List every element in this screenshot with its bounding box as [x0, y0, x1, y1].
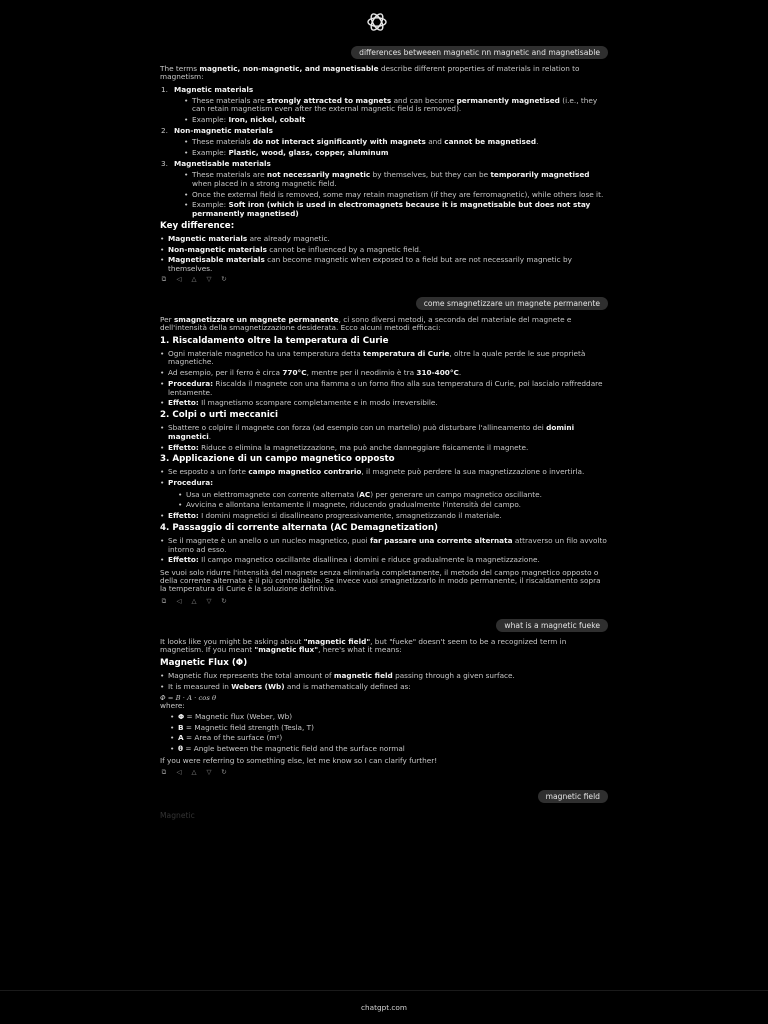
section-title: Magnetisable materials	[174, 159, 271, 169]
speaker-icon[interactable]: ◁	[176, 596, 182, 605]
message-actions	[160, 769, 608, 777]
user-message-row	[160, 46, 608, 59]
thumbs-up-icon[interactable]: △	[191, 274, 197, 283]
section-heading: 1. Riscaldamento oltre la temperatura di Curie	[160, 336, 389, 347]
section-heading: 2. Colpi o urti meccanici	[160, 410, 278, 421]
bullet-item: • Se il magnete è un anello o un nucleo magnetico, puoi far passare una corrente alternata attraverso un filo avvolto intorno ad esso.	[160, 537, 608, 554]
conversation-thread	[160, 46, 608, 820]
bullet-item: • Effetto: Il magnetismo scompare completamente e in modo irreversibile.	[160, 399, 608, 407]
user-message: magnetic field	[538, 790, 608, 803]
bullet-item: • It is measured in Webers (Wb) and is mathematically defined as:	[160, 683, 608, 691]
section-title: Non-magnetic materials	[174, 125, 273, 135]
bullet-item: • Ad esempio, per il ferro è circa 770°C, mentre per il neodimio è tra 310-400°C.	[160, 369, 608, 377]
bullet-item: • Se esposto a un forte campo magnetico contrario, il magnete può perdere la sua magnetizzazione o invertirla.	[160, 468, 608, 476]
bullet-item: • These materials are strongly attracted to magnets and can become permanently magnetised (i.e., they can retain magnetism even after the external magnetic field is removed).	[184, 97, 608, 114]
bullet-item: • Avvicina e allontana lentamente il magnete, riducendo gradualmente l'intensità del campo.	[178, 501, 608, 509]
user-message: what is a magnetic fueke	[496, 619, 608, 632]
bullet-item: • Usa un elettromagnete con corrente alternata (AC) per generare un campo magnetico oscillante.	[178, 491, 608, 499]
bullet-item: • Φ = Magnetic flux (Weber, Wb)	[170, 713, 608, 721]
assistant-reply	[160, 316, 608, 594]
bullet-item: • These materials are not necessarily magnetic by themselves, but they can be temporarily magnetised when placed in a strong magnetic field.	[184, 171, 608, 188]
thumbs-down-icon[interactable]: ▽	[206, 274, 212, 283]
bullet-item: • Procedura: • Usa un elettromagnete con corrente alternata (AC) per generare un campo magnetico oscillante. • Avvicina e allontana lentamente il magnete, riducendo gradualmente l'intensità del campo.	[160, 479, 608, 509]
user-message-row	[160, 619, 608, 632]
thumbs-down-icon[interactable]: ▽	[206, 767, 212, 776]
section-heading: Key difference:	[160, 220, 235, 231]
regenerate-icon[interactable]: ↻	[221, 596, 227, 605]
regenerate-icon[interactable]: ↻	[221, 767, 227, 776]
bullet-item: • Example: Iron, nickel, cobalt	[184, 116, 608, 124]
thumbs-down-icon[interactable]: ▽	[206, 596, 212, 605]
thumbs-up-icon[interactable]: △	[191, 767, 197, 776]
speaker-icon[interactable]: ◁	[176, 274, 182, 283]
bullet-item: • Non-magnetic materials cannot be influenced by a magnetic field.	[160, 246, 608, 254]
bullet-item: • Magnetic flux represents the total amount of magnetic field passing through a given surface.	[160, 672, 608, 680]
bullet-item: • Magnetic materials are already magnetic.	[160, 235, 608, 243]
where-label: where:	[160, 701, 185, 711]
footer-domain: chatgpt.com	[361, 1003, 407, 1012]
regenerate-icon[interactable]: ↻	[221, 274, 227, 283]
bullet-item: • A = Area of the surface (m²)	[170, 734, 608, 742]
formula: Φ = B · A · cos θ	[160, 694, 217, 703]
reply-intro: Per smagnetizzare un magnete permanente, ci sono diversi metodi, a seconda del materiale del magnete e dell'intensità della smagnetizzazione desiderata. Ecco alcuni metodi efficaci:	[160, 314, 572, 332]
section-heading: 4. Passaggio di corrente alternata (AC Demagnetization)	[160, 523, 438, 534]
bullet-item: • Procedura: Riscalda il magnete con una fiamma o un forno fino alla sua temperatura di Curie, poi lascialo raffreddare lentamente.	[160, 380, 608, 397]
message-actions	[160, 598, 608, 606]
assistant-reply	[160, 638, 608, 765]
user-message-row	[160, 297, 608, 310]
ordered-list-item: 3. Magnetisable materials • These materials are not necessarily magnetic by themselves, but they can be temporarily magnetised when placed in a strong magnetic field. • Once the external field is removed, some may retain magnetism (if they are ferromagnetic), while others lose it. • Example: Soft iron (which is used in electromagnets because it is magnetisable but does not stay permanently magnetised)	[160, 160, 608, 218]
bullet-item: • B = Magnetic field strength (Tesla, T)	[170, 724, 608, 732]
streaming-reply: Magnetic	[160, 810, 195, 820]
copy-icon[interactable]: ⧉	[161, 274, 167, 283]
openai-logo-icon	[366, 11, 388, 33]
assistant-reply	[160, 65, 608, 273]
copy-icon[interactable]: ⧉	[161, 767, 167, 776]
thumbs-up-icon[interactable]: △	[191, 596, 197, 605]
bullet-item: • Effetto: Riduce o elimina la magnetizzazione, ma può anche danneggiare fisicamente il magnete.	[160, 444, 608, 452]
ordered-list-item: 2. Non-magnetic materials • These materials do not interact significantly with magnets and cannot be magnetised. • Example: Plastic, wood, glass, copper, aluminum	[160, 127, 608, 157]
bullet-item: • Effetto: I domini magnetici si disallineano progressivamente, smagnetizzando il materiale.	[160, 512, 608, 520]
user-message: differences betweeen magnetic nn magnetic and magnetisable	[351, 46, 608, 59]
bullet-item: • Example: Plastic, wood, glass, copper, aluminum	[184, 149, 608, 157]
reply-intro: The terms magnetic, non-magnetic, and magnetisable describe different properties of materials in relation to magnetism:	[160, 64, 580, 82]
ordered-list-item: 1. Magnetic materials • These materials are strongly attracted to magnets and can become permanently magnetised (i.e., they can retain magnetism even after the external magnetic field is removed). • Example: Iron, nickel, cobalt	[160, 86, 608, 125]
user-message: come smagnetizzare un magnete permanente	[416, 297, 608, 310]
section-heading: Magnetic Flux (Φ)	[160, 658, 248, 669]
bullet-item: • These materials do not interact significantly with magnets and cannot be magnetised.	[184, 138, 608, 146]
section-title: Magnetic materials	[174, 84, 254, 94]
copy-icon[interactable]: ⧉	[161, 596, 167, 605]
bullet-item: • Sbattere o colpire il magnete con forza (ad esempio con un martello) può disturbare l'allineamento dei domini magnetici.	[160, 424, 608, 441]
bullet-item: • θ = Angle between the magnetic field and the surface normal	[170, 745, 608, 753]
bullet-item: • Example: Soft iron (which is used in electromagnets because it is magnetisable but does not stay permanently magnetised)	[184, 201, 608, 218]
reply-outro: If you were referring to something else, let me know so I can clarify further!	[160, 755, 438, 765]
bullet-item: • Once the external field is removed, some may retain magnetism (if they are ferromagnetic), while others lose it.	[184, 191, 608, 199]
bullet-item: • Effetto: Il campo magnetico oscillante disallinea i domini e riduce gradualmente la magnetizzazione.	[160, 556, 608, 564]
speaker-icon[interactable]: ◁	[176, 767, 182, 776]
bullet-item: • Ogni materiale magnetico ha una temperatura detta temperatura di Curie, oltre la quale perde le sue proprietà magnetiche.	[160, 350, 608, 367]
section-heading: 3. Applicazione di un campo magnetico opposto	[160, 454, 395, 465]
reply-outro: Se vuoi solo ridurre l'intensità del magnete senza eliminarla completamente, il metodo del campo magnetico opposto o della corrente alternata è il più controllabile. Se invece vuoi smagnetizzarlo in modo permanente, il riscaldamento sopra la temperatura di Curie è la soluzione definitiva.	[160, 567, 601, 594]
reply-intro: It looks like you might be asking about "magnetic field", but "fueke" doesn't seem to be a recognized term in magnetism. If you meant "magnetic flux", here's what it means:	[160, 636, 567, 654]
bullet-item: • Magnetisable materials can become magnetic when exposed to a field but are not necessarily magnetic by themselves.	[160, 256, 608, 273]
message-actions	[160, 276, 608, 284]
user-message-row	[160, 790, 608, 803]
